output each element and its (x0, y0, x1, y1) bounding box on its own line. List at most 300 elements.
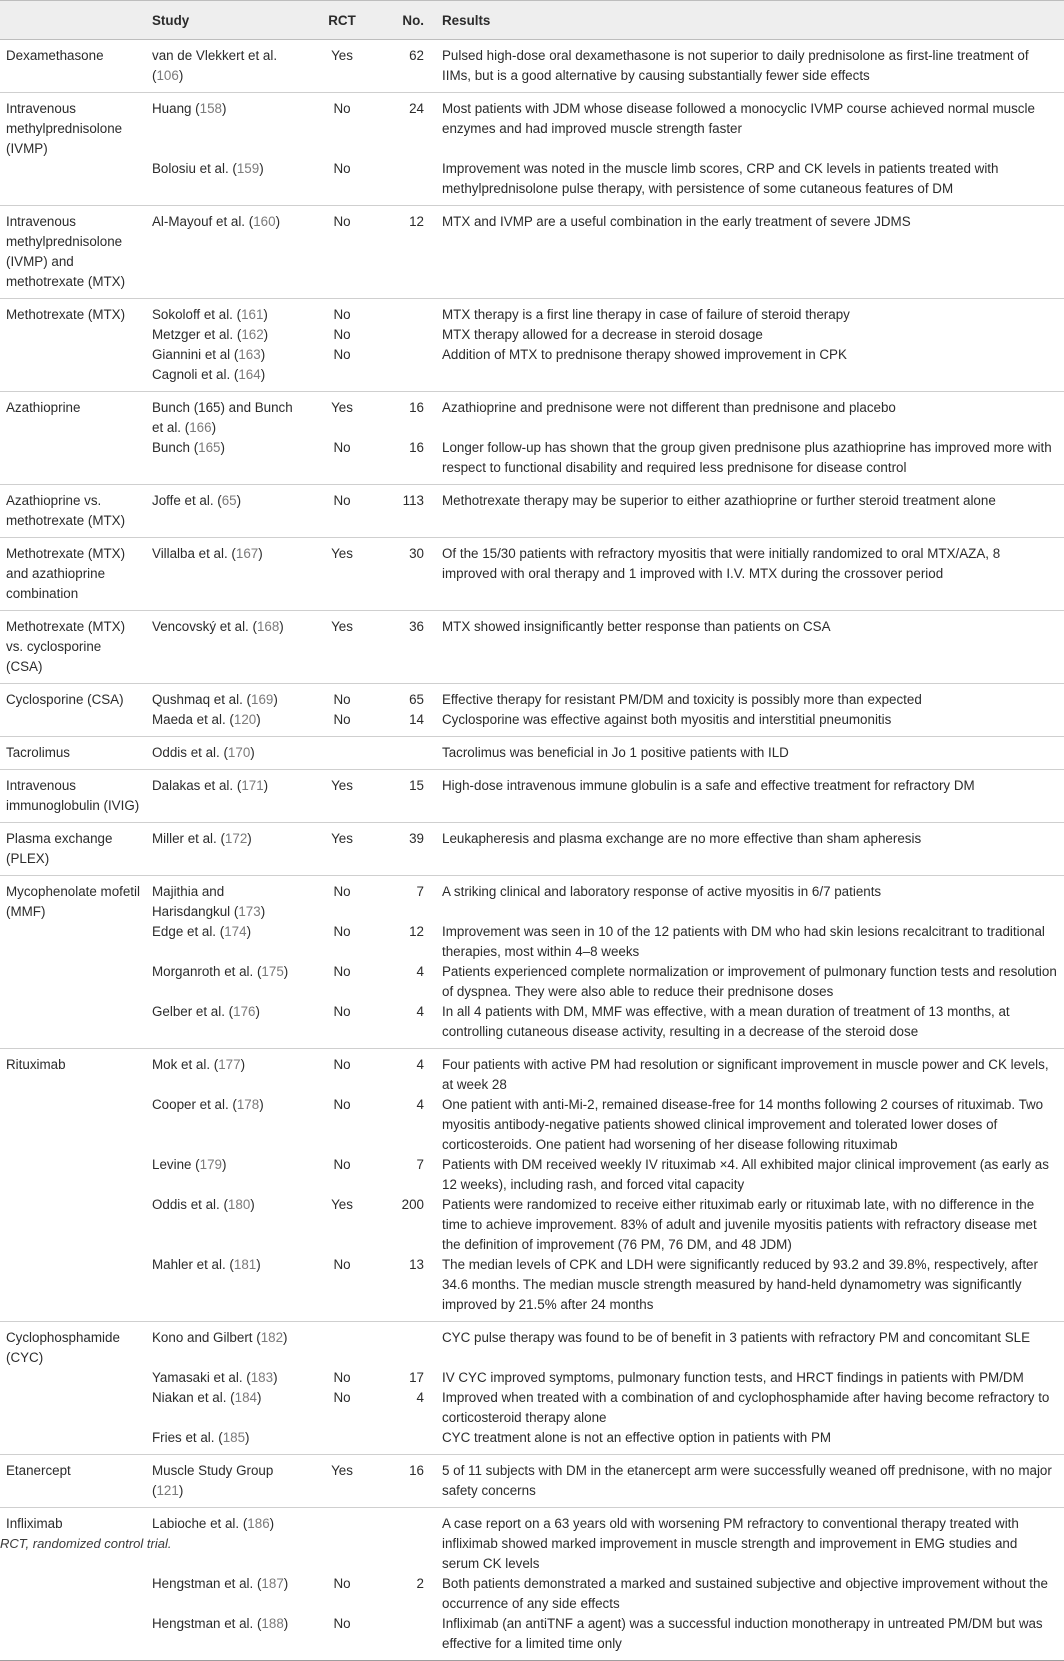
treatment-cell (0, 1155, 146, 1195)
results-cell: High-dose intravenous immune globulin is a safe and effective treatment for refractory DM (430, 770, 1064, 823)
table-footnote: RCT, randomized control trial. (0, 1536, 172, 1551)
table-row (0, 1095, 1064, 1155)
reference-close: ) (256, 1390, 262, 1405)
study-cell (146, 438, 306, 485)
study-cell (146, 1368, 306, 1388)
study-name: Morganroth et al. ( (152, 964, 262, 979)
rct-cell: Yes (331, 1197, 353, 1212)
study-name: Majithia and Harisdangkul ( (152, 884, 239, 919)
header-results: Results (430, 1, 1064, 40)
treatment-cell: Tacrolimus (0, 737, 146, 770)
rct-cell: No (333, 964, 351, 979)
study-cell (146, 392, 306, 439)
results-cell: Improvement was seen in 10 of the 12 patients with DM who had skin lesions recalcitrant to traditional therapies, most within 4–8 weeks (442, 924, 1045, 959)
reference-number: 182 (260, 1330, 284, 1345)
table-row (0, 392, 1064, 439)
table-row (0, 93, 1064, 160)
number-cell (378, 1322, 430, 1369)
treatment-cell: Cyclosporine (CSA) (6, 692, 124, 707)
reference-number: 171 (241, 778, 264, 793)
number-cell: 4 (416, 1057, 424, 1072)
results-cell: CYC treatment alone is not an effective option in patients with PM (430, 1428, 1064, 1455)
reference-number: 170 (227, 745, 251, 760)
treatment-cell: Intravenous immunoglobulin (IVIG) (0, 770, 146, 823)
reference-number: 162 (241, 327, 264, 342)
number-cell: 4 (416, 964, 424, 979)
study-cell (146, 1155, 306, 1195)
number-cell: 24 (409, 101, 424, 116)
reference-number: 177 (218, 1057, 241, 1072)
number-cell: 113 (378, 485, 430, 538)
reference-close: ) (259, 1097, 264, 1112)
treatment-cell (0, 1195, 146, 1255)
reference-close: ) (258, 546, 263, 561)
treatment-cell: Azathioprine vs. methotrexate (MTX) (0, 485, 146, 538)
treatment-cell (0, 325, 146, 345)
number-cell: 17 (409, 1370, 424, 1385)
rct-cell: No (306, 438, 378, 485)
study-cell (146, 737, 306, 770)
study-name: Oddis et al. ( (152, 1197, 228, 1212)
study-name: Yamasaki et al. ( (152, 1370, 251, 1385)
number-cell (378, 345, 430, 365)
treatment-cell: Intravenous methylprednisolone (IVMP) and methotrexate (MTX) (0, 206, 146, 299)
rct-cell (306, 1428, 378, 1455)
number-cell: 62 (378, 40, 430, 93)
study-cell (146, 365, 306, 392)
treatment-cell: Methotrexate (MTX) vs. cyclosporine (CSA) (0, 611, 146, 684)
study-name: Sokoloff et al. ( (152, 307, 242, 322)
reference-number: 180 (227, 1197, 251, 1212)
table-row (0, 710, 1064, 737)
results-cell: Infliximab (an antiTNF a agent) was a successful induction monotherapy in untreated PM/DM but was effective for a limited time only (430, 1614, 1064, 1661)
treatment-cell: Intravenous methylprednisolone (IVMP) (6, 101, 123, 156)
reference-close: ) (256, 712, 261, 727)
study-name: Oddis et al. ( (152, 745, 228, 760)
number-cell: 15 (378, 770, 430, 823)
treatment-cell: Methotrexate (MTX) (6, 307, 126, 322)
treatment-cell (0, 1574, 146, 1614)
results-cell: Of the 15/30 patients with refractory myositis that were initially randomized to oral MTX/AZA, 8 improved with oral therapy and 1 improved with I.V. MTX during the crossover period (430, 538, 1064, 611)
study-name: Bolosiu et al. ( (152, 161, 237, 176)
rct-cell: No (333, 1097, 351, 1112)
reference-number: 161 (241, 307, 264, 322)
results-cell: 5 of 11 subjects with DM in the etanercept arm were successfully weaned off prednisone, with no major safety concerns (430, 1455, 1064, 1508)
number-cell: 4 (416, 1390, 424, 1405)
reference-number: 176 (233, 1004, 256, 1019)
rct-cell: No (333, 1390, 351, 1405)
table-row (0, 611, 1064, 684)
study-cell (146, 611, 306, 684)
study-cell (146, 1428, 306, 1455)
study-name: Bunch ( (152, 440, 199, 455)
table-row (0, 770, 1064, 823)
rct-cell: Yes (306, 770, 378, 823)
number-cell: 4 (416, 1097, 424, 1112)
rct-cell: No (333, 101, 351, 116)
study-name: Labioche et al. ( (152, 1516, 248, 1531)
rct-cell: No (306, 206, 378, 299)
number-cell (378, 159, 430, 206)
treatment-cell (0, 159, 146, 206)
study-cell (146, 1049, 306, 1096)
results-cell: CYC pulse therapy was found to be of benefit in 3 patients with refractory PM and concomitant SLE (442, 1330, 1031, 1345)
reference-close: ) (260, 347, 266, 362)
study-name: Giannini et al ( (152, 347, 239, 362)
table-body (0, 40, 1064, 1661)
results-cell: A case report on a 63 years old with worsening PM refractory to conventional therapy treated with infliximab showed marked improvement in muscle strength and improvement in EMG studies and serum CK levels (442, 1516, 1019, 1571)
table-row (0, 1155, 1064, 1195)
reference-number: 181 (233, 1257, 257, 1272)
number-cell: 30 (378, 538, 430, 611)
treatment-cell: Rituximab (6, 1057, 66, 1072)
results-cell: MTX therapy allowed for a decrease in steroid dosage (442, 327, 763, 342)
table-row (0, 1049, 1064, 1096)
study-name: Joffe et al. ( (152, 493, 222, 508)
reference-close: ) (221, 101, 227, 116)
number-cell: 16 (409, 400, 424, 415)
treatment-cell: Methotrexate (MTX) and azathioprine combination (0, 538, 146, 611)
number-cell: 39 (378, 823, 430, 876)
results-cell: Addition of MTX to prednisone therapy showed improvement in CPK (442, 347, 847, 362)
reference-number: 169 (251, 692, 274, 707)
table-row (0, 823, 1064, 876)
study-name: Bunch (165) and Bunch et al. ( (152, 400, 293, 435)
reference-close: ) (246, 924, 252, 939)
results-cell: Improved when treated with a combination of and cyclophosphamide after having become refractory to corticosteroid therapy alone (442, 1390, 1050, 1425)
study-name: Gelber et al. ( (152, 1004, 234, 1019)
number-cell: 7 (416, 1157, 424, 1172)
reference-number: 65 (221, 493, 237, 508)
table-row (0, 206, 1064, 299)
table-row (0, 40, 1064, 93)
number-cell: 4 (378, 1002, 430, 1049)
results-cell: Longer follow-up has shown that the group given prednisone plus azathioprine has improved more with respect to functional disability and required less prednisone for disease control (430, 438, 1064, 485)
study-name: Villalba et al. ( (152, 546, 236, 561)
treatment-cell (0, 1002, 146, 1049)
table-row (0, 1322, 1064, 1369)
treatment-cell (0, 962, 146, 1002)
results-cell: Patients experienced complete normalization or improvement of pulmonary function tests and resolution of dyspnea. They were also able to reduce their prednisone doses (442, 964, 1057, 999)
table-row (0, 345, 1064, 365)
number-cell: 2 (416, 1576, 424, 1591)
reference-close: ) (279, 619, 284, 634)
treatment-cell: Mycophenolate mofetil (MMF) (6, 884, 140, 919)
reference-close: ) (256, 1257, 261, 1272)
reference-number: 160 (253, 214, 276, 229)
study-name: Cagnoli et al. ( (152, 367, 239, 382)
study-cell (146, 159, 306, 206)
treatment-cell (0, 1428, 146, 1455)
study-cell (146, 1574, 306, 1614)
treatment-cell (0, 710, 146, 737)
study-cell (146, 1095, 306, 1155)
treatment-cell: Plasma exchange (PLEX) (0, 823, 146, 876)
table-row (0, 1255, 1064, 1322)
study-name: Levine ( (152, 1157, 200, 1172)
reference-close: ) (245, 1430, 250, 1445)
reference-close: ) (283, 1576, 289, 1591)
number-cell: 13 (378, 1255, 430, 1322)
reference-close: ) (275, 214, 281, 229)
header-rct: RCT (306, 1, 378, 40)
table-row (0, 1368, 1064, 1388)
results-cell: Patients were randomized to receive either rituximab early or rituximab late, with no difference in the time to achieve improvement. 83% of adult and juvenile myositis patients with refractory disease met the definition of improvement (76 PM, 76 DM, and 48 JDM) (442, 1197, 1037, 1252)
study-name: Dalakas et al. ( (152, 778, 242, 793)
reference-close: ) (240, 1057, 246, 1072)
treatment-cell (0, 365, 146, 392)
study-cell (146, 823, 306, 876)
rct-cell: No (306, 485, 378, 538)
study-name: Cooper et al. ( (152, 1097, 237, 1112)
table-row (0, 1002, 1064, 1049)
rct-cell: Yes (306, 538, 378, 611)
number-cell: 16 (378, 1455, 430, 1508)
treatment-cell: Cyclophosphamide (CYC) (6, 1330, 120, 1365)
reference-number: 174 (224, 924, 247, 939)
study-name: Mok et al. ( (152, 1057, 219, 1072)
treatment-cell (0, 922, 146, 962)
reference-close: ) (247, 831, 252, 846)
treatment-cell: Etanercept (0, 1455, 146, 1508)
study-cell (146, 538, 306, 611)
study-cell (146, 684, 306, 711)
reference-number: 106 (156, 68, 179, 83)
results-cell: Most patients with JDM whose disease followed a monocyclic IVMP course achieved normal muscle enzymes and had improved muscle strength faster (442, 101, 1035, 136)
study-name: Mahler et al. ( (152, 1257, 234, 1272)
reference-close: ) (259, 161, 264, 176)
number-cell: 12 (378, 206, 430, 299)
rct-cell: Yes (306, 1455, 378, 1508)
rct-cell: Yes (306, 40, 378, 93)
study-cell (146, 345, 306, 365)
results-cell: Improvement was noted in the muscle limb scores, CRP and CK levels in patients treated with methylprednisolone pulse therapy, with persistence of some cutaneous features of DM (430, 159, 1064, 206)
study-name: van de Vlekkert et al. ( (152, 48, 278, 83)
results-cell: One patient with anti-Mi-2, remained disease-free for 14 months following 2 courses of rituximab. Two myositis antibody-negative patients showed clinical improvement and tolerated lower doses of corticosteroids. One patient had worsening of her disease following rituximab (442, 1097, 1044, 1152)
number-cell (378, 737, 430, 770)
reference-close: ) (221, 1157, 227, 1172)
results-cell: Four patients with active PM had resolution or significant improvement in muscle power and CK levels, at week 28 (442, 1057, 1049, 1092)
reference-number: 167 (235, 546, 259, 561)
reference-close: ) (283, 1616, 289, 1631)
treatment-cell (0, 1368, 146, 1388)
results-cell: Cyclosporine was effective against both myositis and interstitial pneumonitis (430, 710, 1064, 737)
reference-number: 164 (238, 367, 261, 382)
header-number: No. (378, 1, 430, 40)
header-study: Study (146, 1, 306, 40)
study-name: Miller et al. ( (152, 831, 225, 846)
treatment-cell (0, 1095, 146, 1155)
table-row (0, 1195, 1064, 1255)
study-name: Kono and Gilbert ( (152, 1330, 261, 1345)
rct-cell (306, 737, 378, 770)
study-name: Huang ( (152, 101, 200, 116)
study-cell (146, 1002, 306, 1049)
rct-cell: Yes (331, 400, 353, 415)
rct-cell: No (333, 327, 351, 342)
reference-number: 121 (156, 1483, 179, 1498)
number-cell (378, 1428, 430, 1455)
number-cell: 14 (378, 710, 430, 737)
table-row (0, 1574, 1064, 1614)
number-cell (378, 325, 430, 345)
results-cell: Effective therapy for resistant PM/DM and toxicity is possibly more than expected (442, 692, 922, 707)
results-cell: In all 4 patients with DM, MMF was effective, with a mean duration of treatment of 13 months, at controlling cutaneous disease activity, resulting in a decrease of the steroid dose (430, 1002, 1064, 1049)
reference-close: ) (283, 964, 289, 979)
rct-cell: No (306, 710, 378, 737)
results-cell: Leukapheresis and plasma exchange are no more effective than sham apheresis (430, 823, 1064, 876)
study-cell (146, 40, 306, 93)
study-name: Qushmaq et al. ( (152, 692, 251, 707)
results-cell: MTX showed insignificantly better response than patients on CSA (430, 611, 1064, 684)
reference-number: 158 (199, 101, 222, 116)
reference-number: 187 (261, 1576, 284, 1591)
rct-cell: No (333, 1576, 351, 1591)
reference-close: ) (263, 327, 269, 342)
reference-number: 165 (198, 440, 221, 455)
study-cell (146, 325, 306, 345)
table-row (0, 737, 1064, 770)
rct-cell: Yes (306, 823, 378, 876)
rct-cell: Yes (306, 611, 378, 684)
study-name: Maeda et al. ( (152, 712, 234, 727)
header-treatment (0, 1, 146, 40)
reference-close: ) (260, 367, 266, 382)
reference-number: 185 (222, 1430, 246, 1445)
reference-close: ) (263, 778, 269, 793)
study-cell (146, 1322, 306, 1369)
table-row (0, 365, 1064, 392)
study-cell (146, 206, 306, 299)
treatment-cell: Dexamethasone (0, 40, 146, 93)
results-cell: Both patients demonstrated a marked and sustained subjective and objective improvement without the occurrence of any side effects (442, 1576, 1048, 1611)
rct-cell: No (333, 1370, 351, 1385)
table-row (0, 325, 1064, 345)
number-cell: 65 (409, 692, 424, 707)
rct-cell: No (306, 159, 378, 206)
reference-number: 179 (199, 1157, 222, 1172)
results-cell: Methotrexate therapy may be superior to either azathioprine or further steroid treatment alone (430, 485, 1064, 538)
table-row (0, 159, 1064, 206)
rct-cell: No (306, 1255, 378, 1322)
reference-number: 168 (256, 619, 280, 634)
study-name: Edge et al. ( (152, 924, 225, 939)
study-cell (146, 922, 306, 962)
reference-close: ) (178, 68, 184, 83)
table-row (0, 538, 1064, 611)
number-cell: 7 (416, 884, 424, 899)
number-cell (378, 365, 430, 392)
study-name: Metzger et al. ( (152, 327, 242, 342)
results-cell: IV CYC improved symptoms, pulmonary function tests, and HRCT findings in patients with PM/DM (442, 1370, 1024, 1385)
number-cell (378, 1508, 430, 1575)
table-row (0, 962, 1064, 1002)
results-cell: Azathioprine and prednisone were not different than prednisone and placebo (442, 400, 896, 415)
results-cell: A striking clinical and laboratory response of active myositis in 6/7 patients (442, 884, 882, 899)
study-cell (146, 485, 306, 538)
reference-close: ) (273, 692, 278, 707)
study-cell (146, 1255, 306, 1322)
table-header (0, 1, 1064, 40)
results-cell: The median levels of CPK and LDH were significantly reduced by 93.2 and 39.8%, respectively, after 34.6 months. The median muscle strength measured by hand-held dynamometry was significantly improved by 21.5% after 24 months (430, 1255, 1064, 1322)
rct-cell: No (333, 692, 351, 707)
table-row (0, 1455, 1064, 1508)
reference-number: 184 (234, 1390, 257, 1405)
reference-close: ) (283, 1330, 288, 1345)
reference-close: ) (255, 1004, 260, 1019)
rct-cell: No (333, 1157, 351, 1172)
reference-number: 175 (261, 964, 284, 979)
table-row (0, 1614, 1064, 1661)
study-cell (146, 876, 306, 923)
treatment-cell: Azathioprine (6, 400, 81, 415)
reference-number: 172 (224, 831, 248, 846)
study-cell (146, 93, 306, 160)
reference-close: ) (269, 1516, 275, 1531)
treatment-cell (0, 1614, 146, 1661)
table-row (0, 1428, 1064, 1455)
results-cell: Tacrolimus was beneficial in Jo 1 positive patients with ILD (430, 737, 1064, 770)
table-row (0, 876, 1064, 923)
results-cell (430, 365, 1064, 392)
results-cell: MTX therapy is a first line therapy in case of failure of steroid therapy (442, 307, 850, 322)
table-row (0, 684, 1064, 711)
reference-number: 173 (238, 904, 261, 919)
study-name: Niakan et al. ( (152, 1390, 235, 1405)
treatment-cell (0, 1388, 146, 1428)
number-cell: 12 (409, 924, 424, 939)
number-cell: 36 (378, 611, 430, 684)
study-cell (146, 1195, 306, 1255)
rct-cell (306, 365, 378, 392)
rct-cell (306, 1508, 378, 1575)
results-cell: Pulsed high-dose oral dexamethasone is not superior to daily prednisolone as first-line treatment of IIMs, but is a good alternative by causing substantially fewer side effects (430, 40, 1064, 93)
reference-number: 159 (236, 161, 260, 176)
reference-number: 186 (247, 1516, 270, 1531)
reference-close: ) (220, 440, 225, 455)
table-row (0, 485, 1064, 538)
reference-close: ) (260, 904, 266, 919)
study-name: Hengstman et al. ( (152, 1576, 262, 1591)
reference-number: 183 (250, 1370, 274, 1385)
number-cell: 16 (378, 438, 430, 485)
reference-number: 188 (261, 1616, 284, 1631)
treatment-cell (0, 345, 146, 365)
number-cell: 200 (401, 1197, 424, 1212)
reference-number: 178 (236, 1097, 260, 1112)
rct-cell: No (306, 1002, 378, 1049)
study-cell (146, 962, 306, 1002)
reference-number: 163 (238, 347, 261, 362)
rct-cell: No (306, 1614, 378, 1661)
treatment-cell (0, 438, 146, 485)
reference-close: ) (263, 307, 268, 322)
study-name: Vencovský et al. ( (152, 619, 257, 634)
study-name: Fries et al. ( (152, 1430, 223, 1445)
table-row (0, 299, 1064, 326)
reference-close: ) (273, 1370, 278, 1385)
reference-close: ) (250, 1197, 255, 1212)
reference-number: 120 (233, 712, 257, 727)
rct-cell: No (333, 924, 351, 939)
table-row (0, 1388, 1064, 1428)
rct-cell: No (333, 307, 351, 322)
reference-close: ) (178, 1483, 184, 1498)
results-cell: MTX and IVMP are a useful combination in the early treatment of severe JDMS (430, 206, 1064, 299)
study-cell (146, 1455, 306, 1508)
number-cell (378, 299, 430, 326)
study-cell (146, 299, 306, 326)
